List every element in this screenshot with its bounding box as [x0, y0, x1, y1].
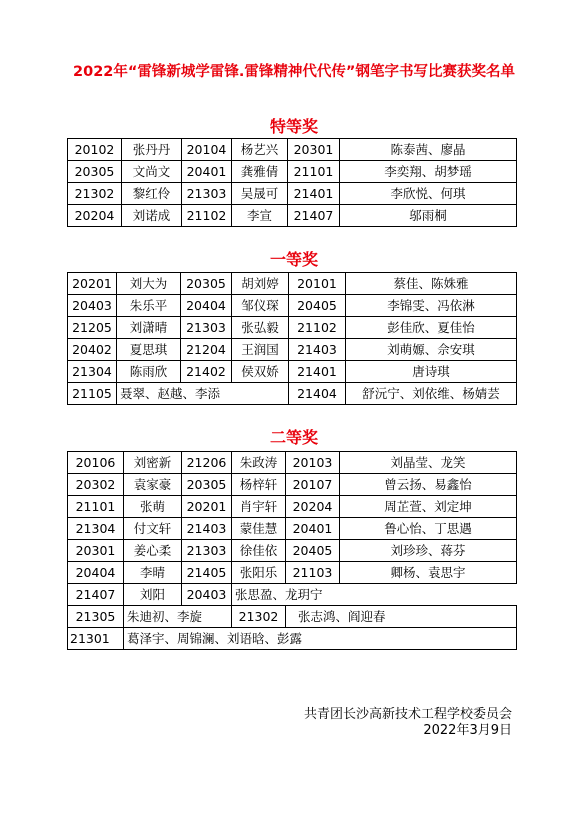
- winner-name: 刘大为: [117, 273, 181, 295]
- winner-name: 朱乐平: [117, 295, 181, 317]
- winner-name: 刘密新: [124, 452, 182, 474]
- class-code: 20104: [182, 139, 232, 161]
- table-row: [68, 295, 517, 317]
- table-row: [68, 273, 517, 295]
- class-code: 20305: [182, 474, 232, 496]
- winner-name: 黎红伶: [122, 183, 182, 205]
- table-row: [68, 317, 517, 339]
- winner-names: 曾云扬、易鑫怡: [340, 474, 517, 496]
- table-row: [68, 474, 517, 496]
- winner-names: 张思盈、龙玥宁: [232, 584, 517, 606]
- class-code: 21301: [68, 628, 124, 650]
- winner-names: 蔡佳、陈姝雅: [346, 273, 517, 295]
- class-code: 21407: [68, 584, 124, 606]
- class-code: 21302: [232, 606, 286, 628]
- winner-name: 王润国: [232, 339, 289, 361]
- class-code: 20404: [68, 562, 124, 584]
- class-code: 21304: [68, 518, 124, 540]
- class-code: 20201: [182, 496, 232, 518]
- class-code: 21302: [68, 183, 122, 205]
- class-code: 20204: [68, 205, 122, 227]
- winner-names: 张志鸿、阎迎春: [286, 606, 517, 628]
- winner-name: 张阳乐: [232, 562, 286, 584]
- table-row: [68, 205, 517, 227]
- winner-name: 张萌: [124, 496, 182, 518]
- winner-name: 李晴: [124, 562, 182, 584]
- winner-names: 彭佳欣、夏佳怡: [346, 317, 517, 339]
- class-code: 20403: [182, 584, 232, 606]
- class-code: 20102: [68, 139, 122, 161]
- first-prize-table: [67, 272, 517, 405]
- class-code: 20401: [182, 161, 232, 183]
- class-code: 20305: [68, 161, 122, 183]
- special-prize-table: [67, 138, 517, 227]
- class-code: 21405: [182, 562, 232, 584]
- class-code: 21401: [288, 183, 340, 205]
- class-code: 21303: [181, 317, 232, 339]
- class-code: 20305: [181, 273, 232, 295]
- class-code: 20401: [286, 518, 340, 540]
- class-code: 21205: [68, 317, 117, 339]
- class-code: 21402: [181, 361, 232, 383]
- class-code: 21303: [182, 540, 232, 562]
- table-row: [68, 518, 517, 540]
- winner-name: 张丹丹: [122, 139, 182, 161]
- winner-names: 唐诗琪: [346, 361, 517, 383]
- winner-names: 朱迪初、李旋: [124, 606, 232, 628]
- winner-name: 侯双娇: [232, 361, 289, 383]
- winner-name: 蒙佳慧: [232, 518, 286, 540]
- winner-name: 邹仪琛: [232, 295, 289, 317]
- winner-name: 刘潇晴: [117, 317, 181, 339]
- class-code: 21105: [68, 383, 117, 405]
- winner-name: 李宣: [232, 205, 288, 227]
- class-code: 20107: [286, 474, 340, 496]
- winner-name: 胡刘婷: [232, 273, 289, 295]
- class-code: 20405: [286, 540, 340, 562]
- table-row: [68, 139, 517, 161]
- table-row: [68, 606, 517, 628]
- class-code: 20204: [286, 496, 340, 518]
- winner-name: 付文轩: [124, 518, 182, 540]
- issue-date: 2022年3月9日: [423, 723, 512, 738]
- table-row: [68, 452, 517, 474]
- winner-name: 杨艺兴: [232, 139, 288, 161]
- table-row: [68, 496, 517, 518]
- table-row: [68, 361, 517, 383]
- class-code: 21204: [181, 339, 232, 361]
- class-code: 21101: [288, 161, 340, 183]
- winner-names: 卿杨、袁思宇: [340, 562, 517, 584]
- winner-name: 徐佳依: [232, 540, 286, 562]
- winner-names: 舒沅宁、刘依维、杨婧芸: [346, 383, 517, 405]
- class-code: 20101: [289, 273, 346, 295]
- class-code: 20201: [68, 273, 117, 295]
- winner-name: 刘诺成: [122, 205, 182, 227]
- winner-names: 周芷萱、刘定坤: [340, 496, 517, 518]
- class-code: 21101: [68, 496, 124, 518]
- class-code: 21403: [182, 518, 232, 540]
- class-code: 21206: [182, 452, 232, 474]
- winner-names: 刘晶莹、龙笑: [340, 452, 517, 474]
- table-row: [68, 628, 517, 650]
- table-row: [68, 383, 517, 405]
- class-code: 20302: [68, 474, 124, 496]
- winner-name: 朱政涛: [232, 452, 286, 474]
- winner-name: 张弘毅: [232, 317, 289, 339]
- issuing-organization: 共青团长沙高新技术工程学校委员会: [303, 707, 512, 722]
- class-code: 21404: [289, 383, 346, 405]
- first-prize-heading: 一等奖: [269, 250, 318, 269]
- table-row: [68, 161, 517, 183]
- table-row: [68, 183, 517, 205]
- class-code: 20403: [68, 295, 117, 317]
- class-code: 20402: [68, 339, 117, 361]
- class-code: 21103: [286, 562, 340, 584]
- winner-names: 聂翠、赵越、李添: [117, 383, 289, 405]
- class-code: 21304: [68, 361, 117, 383]
- winner-names: 刘珍珍、蒋芬: [340, 540, 517, 562]
- winner-name: 龚雅倩: [232, 161, 288, 183]
- class-code: 21401: [289, 361, 346, 383]
- winner-name: 文尚文: [122, 161, 182, 183]
- class-code: 21102: [182, 205, 232, 227]
- class-code: 20405: [289, 295, 346, 317]
- winner-name: 肖宇轩: [232, 496, 286, 518]
- class-code: 20301: [288, 139, 340, 161]
- class-code: 21305: [68, 606, 124, 628]
- table-row: [68, 562, 517, 584]
- winner-names: 李奕翔、胡梦瑶: [340, 161, 517, 183]
- class-code: 20106: [68, 452, 124, 474]
- table-row: [68, 339, 517, 361]
- second-prize-table: [67, 451, 517, 650]
- class-code: 21303: [182, 183, 232, 205]
- winner-name: 陈雨欣: [117, 361, 181, 383]
- class-code: 20404: [181, 295, 232, 317]
- winner-name: 吴晟可: [232, 183, 288, 205]
- winner-name: 夏思琪: [117, 339, 181, 361]
- winner-name: 刘阳: [124, 584, 182, 606]
- winner-name: 袁家豪: [124, 474, 182, 496]
- winner-names: 鲁心怡、丁思遇: [340, 518, 517, 540]
- class-code: 21407: [288, 205, 340, 227]
- winner-names: 邬雨桐: [340, 205, 517, 227]
- winner-names: 刘萌嫄、佘安琪: [346, 339, 517, 361]
- winner-names: 李锦雯、冯依淋: [346, 295, 517, 317]
- winner-names: 李欣悦、何琪: [340, 183, 517, 205]
- class-code: 20103: [286, 452, 340, 474]
- class-code: 21102: [289, 317, 346, 339]
- winner-name: 姜心柔: [124, 540, 182, 562]
- class-code: 20301: [68, 540, 124, 562]
- document-title: 2022年“雷锋新城学雷锋.雷锋精神代代传”钢笔字书写比赛获奖名单: [73, 64, 515, 80]
- winner-names: 陈泰茜、廖晶: [340, 139, 517, 161]
- special-prize-heading: 特等奖: [269, 117, 318, 136]
- table-row: [68, 540, 517, 562]
- class-code: 21403: [289, 339, 346, 361]
- second-prize-heading: 二等奖: [269, 428, 318, 447]
- winner-names: 葛泽宇、周锦澜、刘语晗、彭露: [124, 628, 517, 650]
- winner-name: 杨梓轩: [232, 474, 286, 496]
- table-row: [68, 584, 517, 606]
